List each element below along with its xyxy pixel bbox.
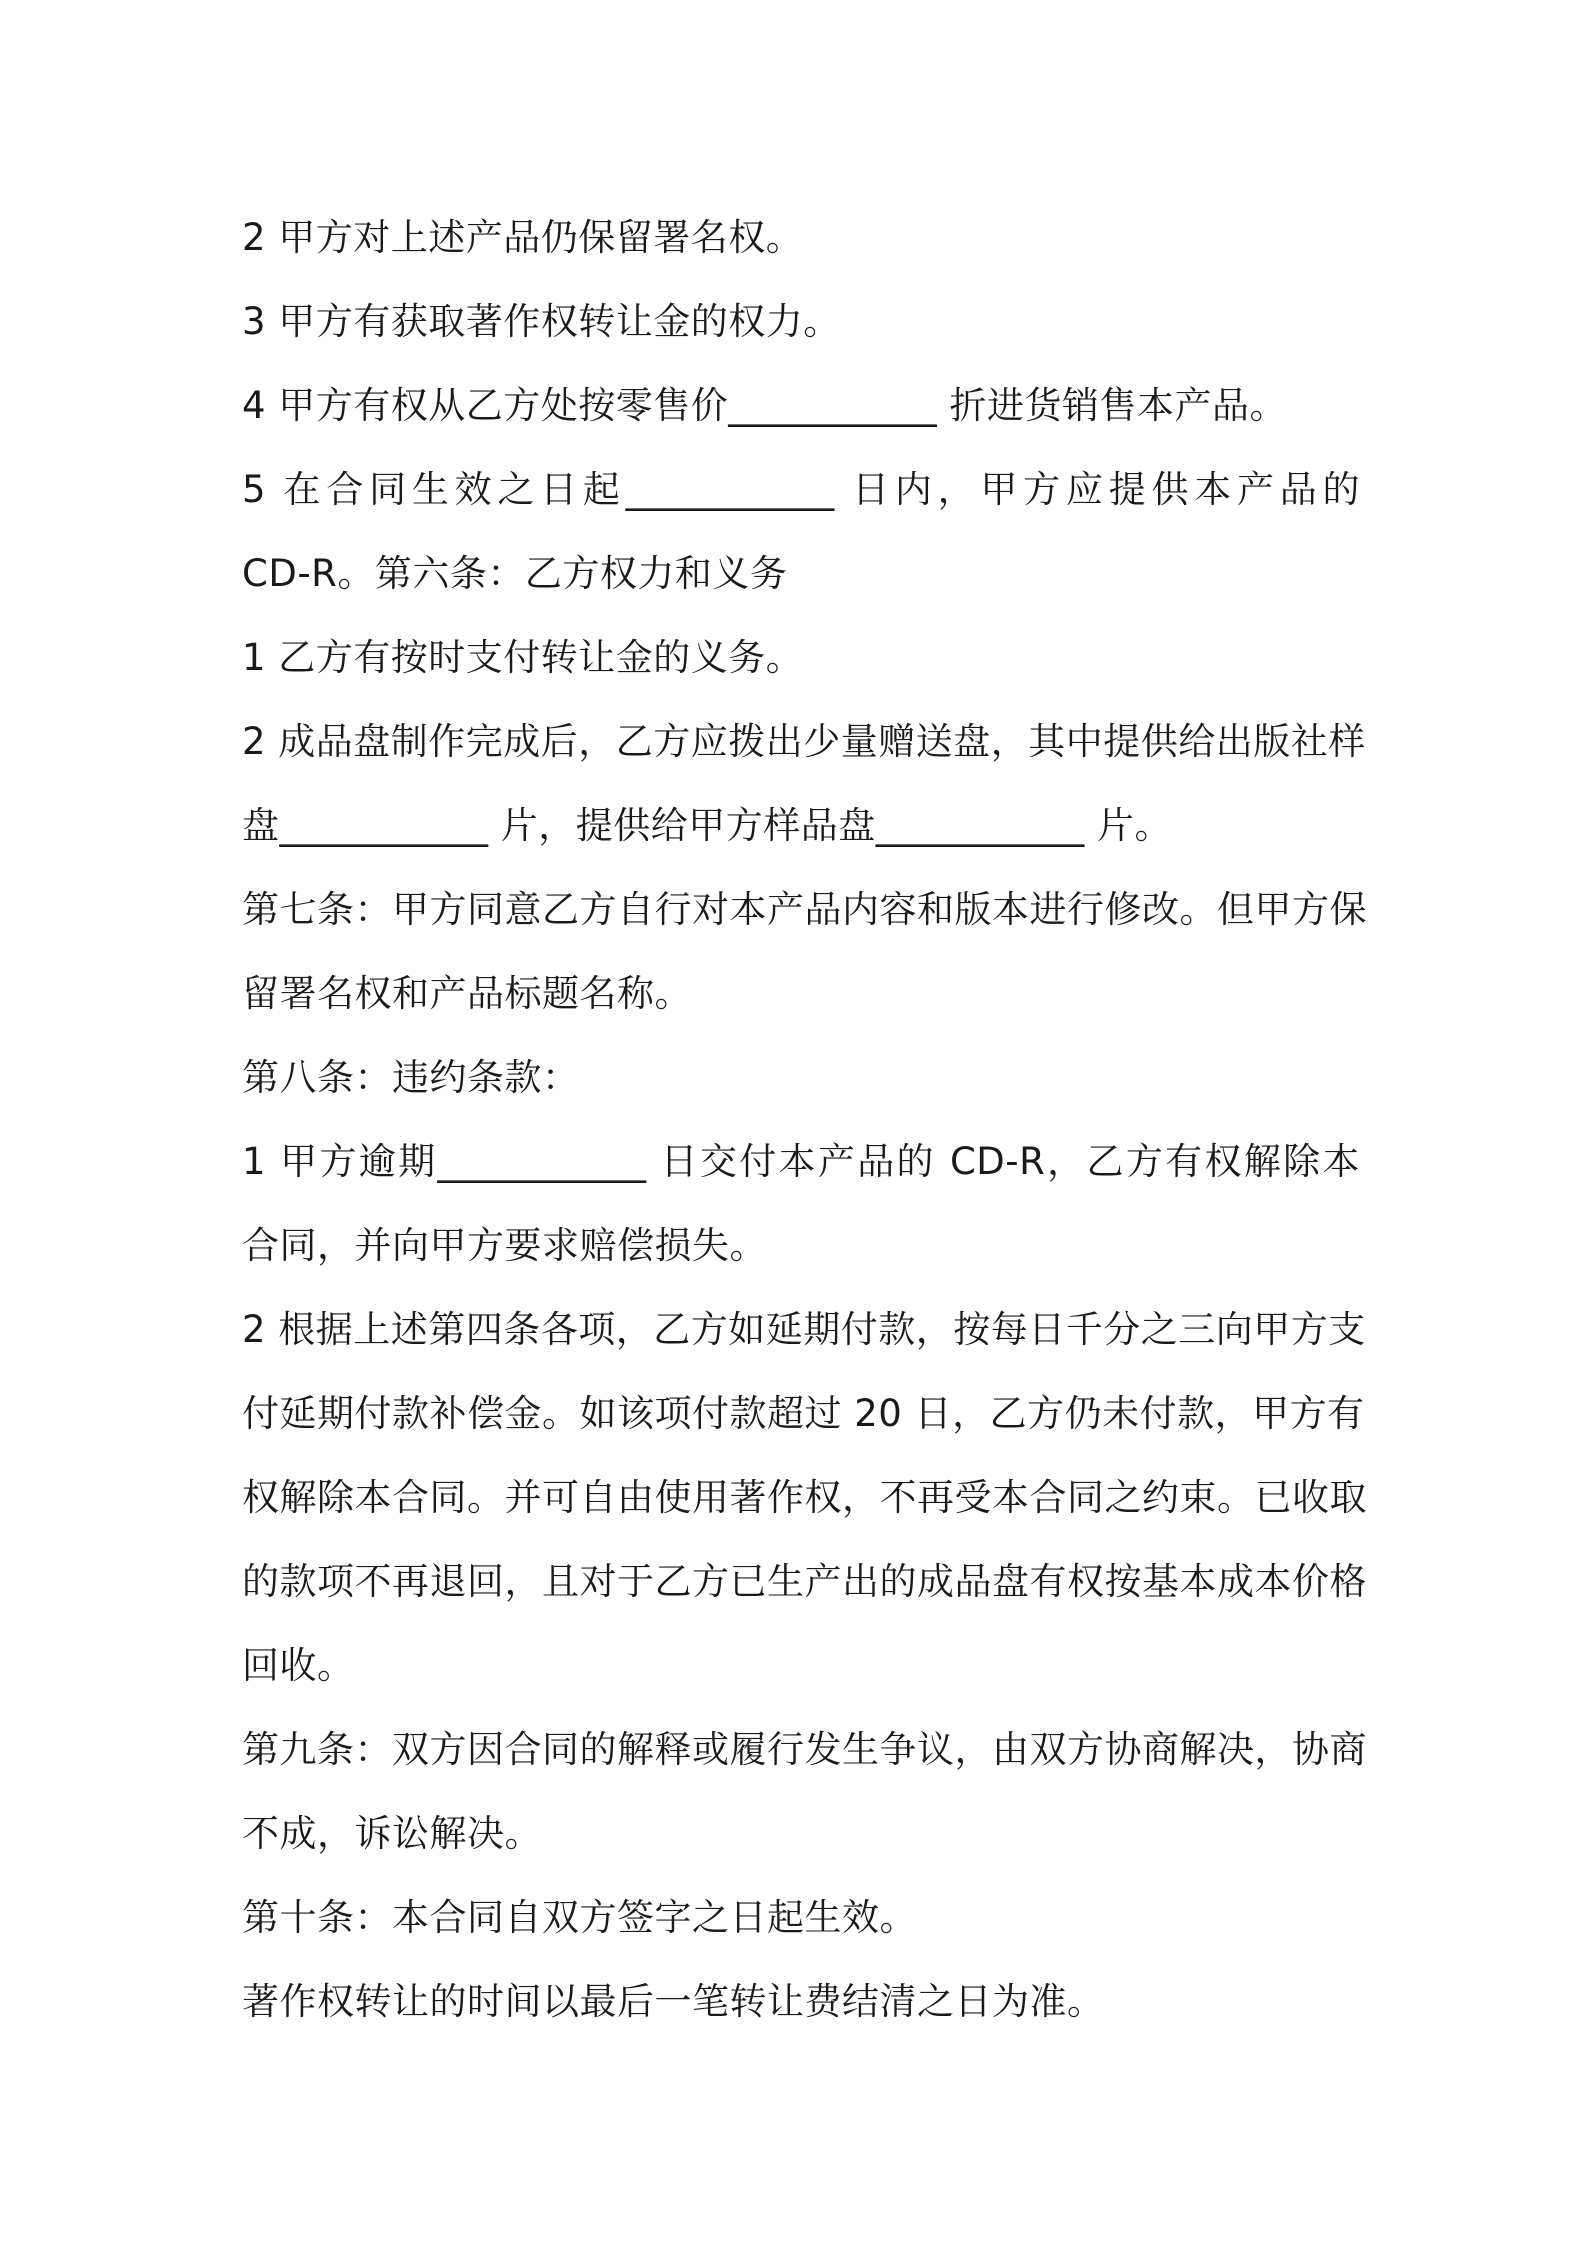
clause-line: 回收。: [242, 1644, 355, 1687]
clause-line: 第十条：本合同自双方签字之日起生效。: [242, 1896, 917, 1939]
clause-line: 1 乙方有按时支付转让金的义务。: [242, 636, 804, 679]
clause-line: 第七条：甲方同意乙方自行对本产品内容和版本进行修改。但甲方保: [242, 888, 1367, 931]
clause-line: 的款项不再退回，且对于乙方已生产出的成品盘有权按基本成本价格: [242, 1560, 1367, 1603]
clause-line: 付延期付款补偿金。如该项付款超过 20 日，乙方仍未付款，甲方有: [242, 1392, 1365, 1435]
clause-line: 盘___________ 片，提供给甲方样品盘___________ 片。: [242, 804, 1173, 847]
section-heading: 第八条：违约条款：: [242, 1056, 580, 1099]
clause-line: 权解除本合同。并可自由使用著作权，不再受本合同之约束。已收取: [242, 1476, 1367, 1519]
clause-line: 留署名权和产品标题名称。: [242, 972, 692, 1015]
clause-line: 合同，并向甲方要求赔偿损失。: [242, 1224, 767, 1267]
clause-line: CD-R。第六条：乙方权力和义务: [242, 552, 788, 595]
clause-line: 不成，诉讼解决。: [242, 1812, 542, 1855]
clause-line: 2 甲方对上述产品仍保留署名权。: [242, 216, 804, 259]
contract-body: [242, 196, 1367, 2044]
clause-line: 4 甲方有权从乙方处按零售价___________ 折进货销售本产品。: [242, 384, 1288, 427]
clause-line: 3 甲方有获取著作权转让金的权力。: [242, 300, 841, 343]
clause-line: 著作权转让的时间以最后一笔转让费结清之日为准。: [242, 1980, 1105, 2023]
clause-line: 1 甲方逾期___________ 日交付本产品的 CD-R，乙方有权解除本: [242, 1140, 1360, 1183]
clause-line: 5 在合同生效之日起___________ 日内，甲方应提供本产品的: [242, 468, 1360, 511]
clause-line: 第九条：双方因合同的解释或履行发生争议，由双方协商解决，协商: [242, 1728, 1367, 1771]
clause-line: 2 根据上述第四条各项，乙方如延期付款，按每日千分之三向甲方支: [242, 1308, 1366, 1351]
clause-line: 2 成品盘制作完成后，乙方应拨出少量赠送盘，其中提供给出版社样: [242, 720, 1366, 763]
